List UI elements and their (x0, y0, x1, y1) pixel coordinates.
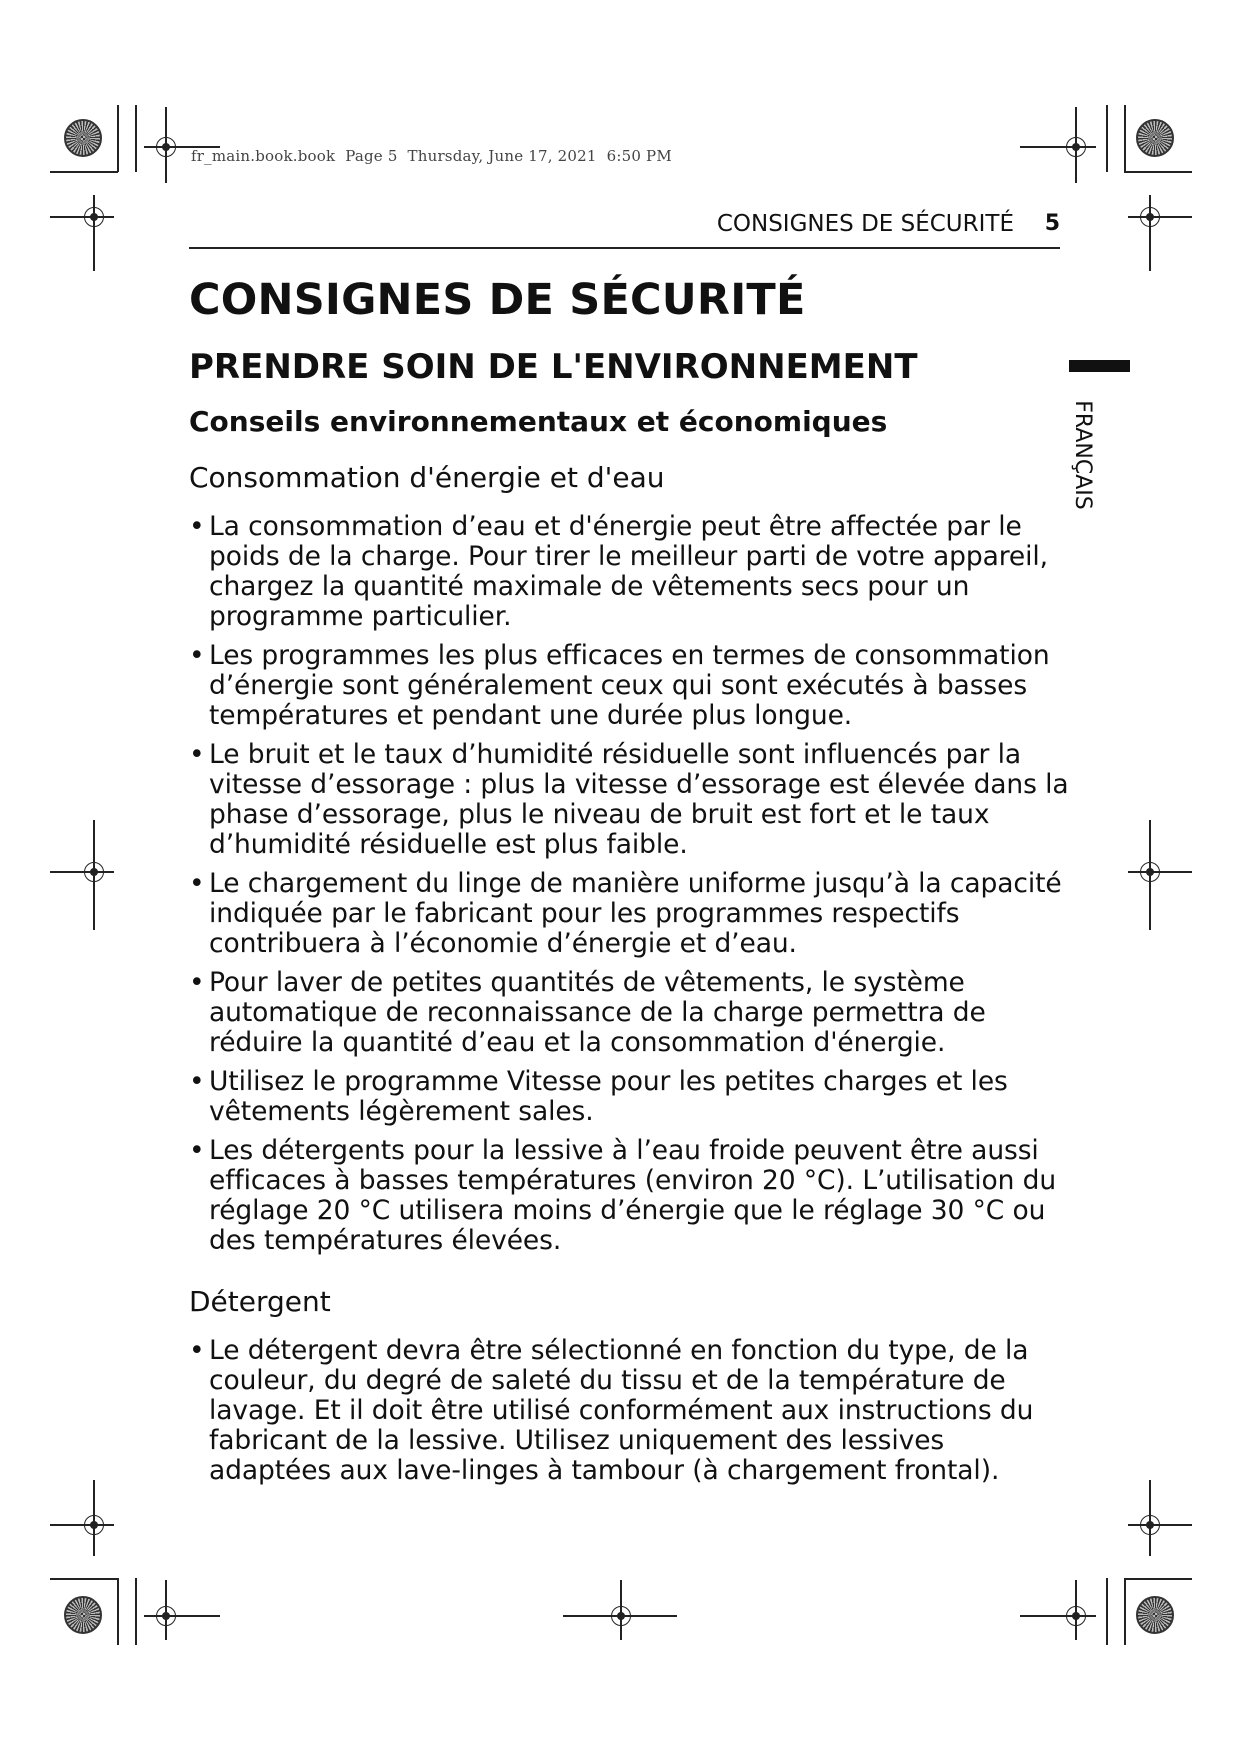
running-header (189, 209, 1060, 249)
print-file-header: fr_main.book.book Page 5 Thursday, June 17, 2021 6:50 PM (191, 147, 672, 165)
registration-target-icon (64, 1596, 102, 1634)
list-item: • Les détergents pour la lessive à l’eau froide peuvent être aussi efficaces à basses températures (environ 20 °C). L’utilisation du réglage 20 °C utilisera moins d’énergie que le réglage 30 °C ou des températures élevées. (189, 1136, 1069, 1256)
list-item: • La consommation d’eau et d'énergie peut être affectée par le poids de la charge. Pour tirer le meilleur parti de votre appareil, chargez la quantité maximale de vêtements secs pour un programme particulier. (189, 512, 1069, 632)
crop-mark (135, 105, 137, 172)
crosshair-icon (1116, 1480, 1192, 1556)
registration-target-icon (1136, 1596, 1174, 1634)
crop-mark (1124, 1578, 1126, 1645)
energy-bullet-list (189, 512, 1069, 1256)
language-tab-label: FRANÇAIS (1070, 400, 1095, 510)
subsection-heading: Conseils environnementaux et économiques (189, 405, 888, 438)
energy-heading: Consommation d'énergie et d'eau (189, 461, 665, 494)
crosshair-icon (144, 1580, 220, 1656)
language-tab-marker (1069, 360, 1130, 372)
crosshair-icon (563, 1580, 677, 1656)
list-item: • Pour laver de petites quantités de vêtements, le système automatique de reconnaissance de la charge permettra de réduire la quantité d’eau et la consommation d'énergie. (189, 968, 1069, 1058)
crop-mark (1124, 105, 1126, 172)
crosshair-icon (50, 1480, 126, 1556)
crosshair-icon (50, 195, 126, 271)
crosshair-icon (1040, 1580, 1116, 1656)
page-content (189, 270, 1069, 1495)
detergent-bullet-list (189, 1336, 1069, 1486)
detergent-heading: Détergent (189, 1285, 331, 1318)
crop-mark (1124, 171, 1192, 173)
running-header-title: CONSIGNES DE SÉCURITÉ (716, 211, 1014, 237)
section-heading: PRENDRE SOIN DE L'ENVIRONNEMENT (189, 347, 918, 387)
crosshair-icon (1116, 195, 1192, 271)
crop-mark (50, 1578, 118, 1580)
page-title: CONSIGNES DE SÉCURITÉ (189, 275, 806, 325)
list-item: • Le chargement du linge de manière uniforme jusqu’à la capacité indiquée par le fabricant pour les programmes respectifs contribuera à l’économie d’énergie et d’eau. (189, 869, 1069, 959)
registration-target-icon (1136, 119, 1174, 157)
list-item: • Les programmes les plus efficaces en termes de consommation d’énergie sont généralement ceux qui sont exécutés à basses températures et pendant une durée plus longue. (189, 641, 1069, 731)
crosshair-icon (1040, 125, 1116, 201)
crosshair-icon (1116, 820, 1192, 930)
crop-mark (117, 1578, 119, 1645)
registration-target-icon (64, 119, 102, 157)
crosshair-icon (144, 125, 220, 201)
crop-mark (50, 171, 118, 173)
list-item: • Le bruit et le taux d’humidité résiduelle sont influencés par la vitesse d’essorage : plus la vitesse d’essorage est élevée dans la phase d’essorage, plus le niveau de bruit est fort et le taux d’humidité résiduelle est plus faible. (189, 740, 1069, 860)
crop-mark (1124, 1578, 1192, 1580)
crop-mark (135, 1578, 137, 1645)
crosshair-icon (50, 820, 126, 930)
crop-mark (117, 105, 119, 172)
list-item: • Utilisez le programme Vitesse pour les petites charges et les vêtements légèrement sales. (189, 1067, 1069, 1127)
page-number: 5 (1044, 211, 1060, 236)
list-item: • Le détergent devra être sélectionné en fonction du type, de la couleur, du degré de saleté du tissu et de la température de lavage. Et il doit être utilisé conformément aux instructions du fabricant de la lessive. Utilisez uniquement des lessives adaptées aux lave-linges à tambour (à chargement frontal). (189, 1336, 1069, 1486)
